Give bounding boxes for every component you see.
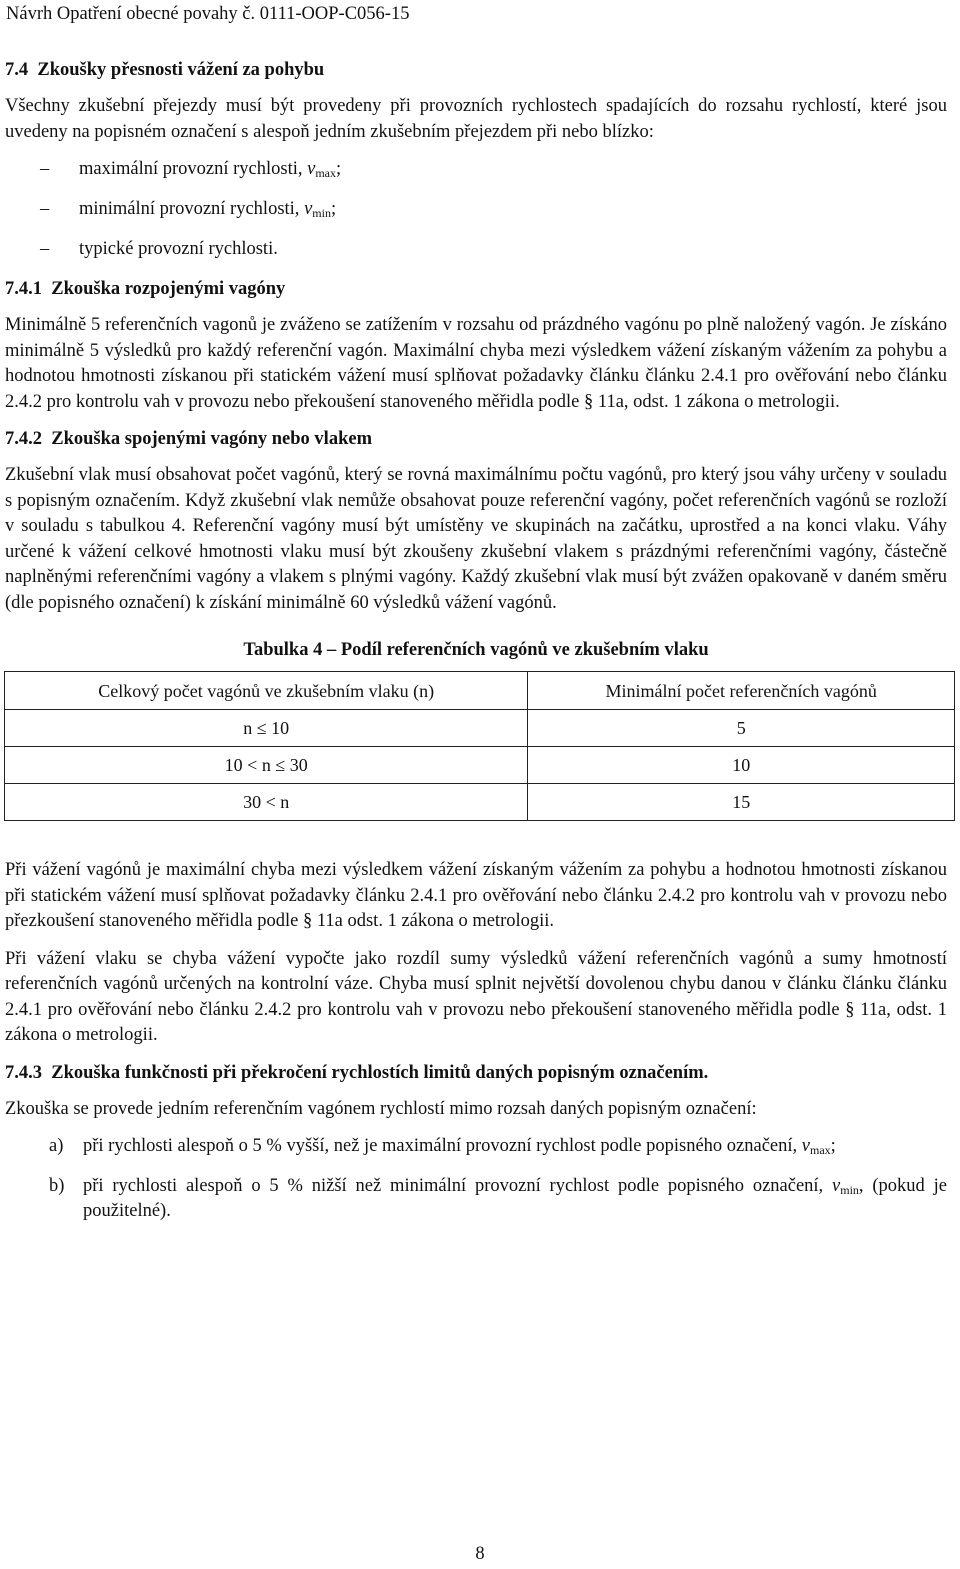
table-cell: 10 < n ≤ 30 [5, 747, 528, 784]
table-cell: 10 [528, 747, 955, 784]
overspeed-list [5, 1134, 947, 1225]
table-cell: n ≤ 10 [5, 710, 528, 747]
list-item: – typické provozní rychlosti. [5, 237, 947, 262]
section-7-4-2-para2: Při vážení vagónů je maximální chyba mezi výsledkem vážení získaným vážením za pohybu a hodnotou hmotnosti získanou při statickém vážení musí splňovat požadavky článku 2.4.1 pro ověřování nebo článku 2.4.2 pro kontrolu vah v provozu nebo přezkoušení stanoveného měřidla podle § 11a odst. 1 zákona o metrologii. [5, 860, 947, 931]
table-row [5, 784, 955, 821]
dash-bullet: – [40, 159, 50, 179]
section-title: Zkoušky přesnosti vážení za pohybu [37, 60, 325, 80]
table-cell: 30 < n [5, 784, 528, 821]
section-7-4-2-para3: Při vážení vlaku se chyba vážení vypočte jako rozdíl sumy výsledků vážení referenčních vagónů a sumy hmotností referenčních vagónů určených na kontrolní váze. Chyba musí splnit největší dovolenou chybu danou v článku článku článku 2.4.1 pro ověřování nebo článku 2.4.2 pro kontrolu vah v provozu nebo překoušení stanoveného měřidla podle § 11a, odst. 1 zákona o metrologii. [5, 948, 947, 1045]
dash-bullet: – [40, 239, 50, 259]
table-header-cell: Celkový počet vagónů ve zkušebním vlaku (n) [5, 672, 528, 710]
table-header-cell: Minimální počet referenčních vagónů [528, 672, 955, 710]
section-7-4-heading [5, 58, 947, 83]
list-item: b) při rychlosti alespoň o 5 % nižší než minimální provozní rychlost podle popisného označení, $v_{min}$, (pokud je použitelné). [49, 1175, 947, 1221]
table-row [5, 710, 955, 747]
document-content [5, 58, 947, 1239]
list-item: – maximální provozní rychlosti, $v_{max}$; [40, 159, 342, 180]
section-7-4-2-heading: 7.4.2 Zkouška spojenými vagóny nebo vlakem [5, 429, 372, 449]
table-header-row [5, 672, 955, 710]
section-number: 7.4 [5, 60, 29, 80]
speed-list [5, 157, 947, 262]
page-number: 8 [475, 1544, 485, 1564]
section-7-4-1-heading: 7.4.1 Zkouška rozpojenými vagóny [5, 279, 286, 299]
list-item: a) při rychlosti alespoň o 5 % vyšší, než je maximální provozní rychlost podle popisného označení, $v_{max}$; [5, 1134, 947, 1160]
table-row [5, 747, 955, 784]
table-cell: 15 [528, 784, 955, 821]
list-marker: b) [49, 1175, 65, 1196]
section-7-4-intro: Všechny zkušební přejezdy musí být provedeny při provozních rychlostech spadajících do rozsahu rychlostí, které jsou uvedeny na popisném označení s alespoň jedním zkušebním přejezdem při nebo blízko: [5, 96, 947, 142]
reference-wagons-table [4, 671, 955, 821]
section-7-4-2-body: Zkušební vlak musí obsahovat počet vagónů, který se rovná maximálnímu počtu vagónů, pro který jsou váhy určeny v souladu s popisným označením. Když zkušební vlak nemůže obsahovat pouze referenční vagóny, počet referenčních vagónů se rozloží v souladu s tabulkou 4. Referenční vagóny musí být umístěny ve skupinách na začátku, uprostřed a na konci vlaku. Váhy určené k vážení celkové hmotnosti vlaku musí být zkoušeny zkušební vlakem s prázdnými referenčními vagóny, částečně naplněnými referenčními vagóny a vlakem s plnými vagóny. Každý zkušební vlak musí být zvážen opakovaně v daném směru (dle popisného označení) k získání minimálně 60 výsledků vážení vagónů. [5, 465, 947, 613]
dash-bullet: – [40, 199, 50, 219]
section-7-4-1-body: Minimálně 5 referenčních vagonů je zváženo se zatížením v rozsahu od prázdného vagónu po plně naložený vagón. Je získáno minimálně 5 výsledků pro každý referenční vagón. Maximální chyba mezi výsledkem vážení získaným vážením za pohybu a hodnotou hmotnosti získanou při statickém vážení musí splňovat požadavky článku článku 2.4.1 pro ověřování nebo článku 2.4.2 pro kontrolu vah v provozu nebo překoušení stanoveného měřidla podle § 11a, odst. 1 zákona o metrologii. [5, 315, 947, 412]
page-header: Návrh Opatření obecné povahy č. 0111-OOP-C056-15 [6, 4, 410, 24]
table-cell: 5 [528, 710, 955, 747]
table-caption: Tabulka 4 – Podíl referenčních vagónů ve zkušebním vlaku [243, 640, 709, 660]
list-marker: a) [49, 1136, 64, 1156]
list-item: – minimální provozní rychlosti, $v_{min}$; [40, 199, 337, 220]
section-7-4-3-body: Zkouška se provede jedním referenčním vagónem rychlostí mimo rozsah daných popisným označení: [5, 1098, 757, 1119]
section-7-4-3-heading: 7.4.3 Zkouška funkčnosti při překročení rychlostích limitů daných popisným označením. [5, 1062, 709, 1083]
